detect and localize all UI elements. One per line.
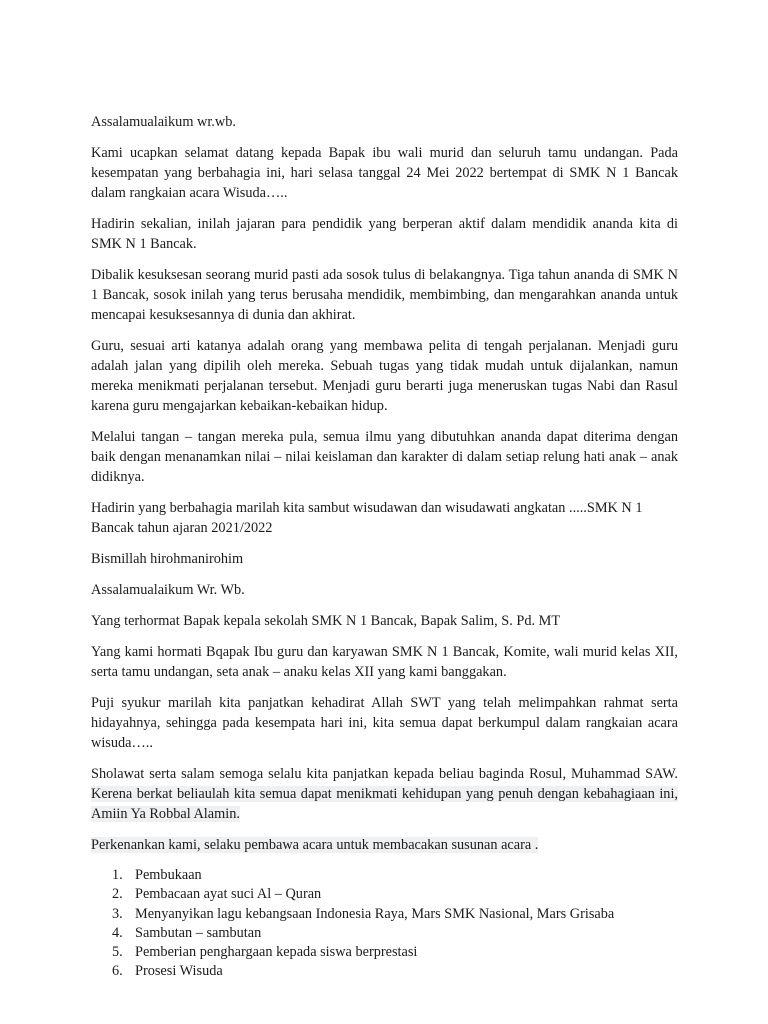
- list-item: [91, 943, 678, 962]
- list-item: [91, 962, 678, 981]
- list-text: Menyanyikan lagu kebangsaan Indonesia Raya, Mars SMK Nasional, Mars Grisaba: [135, 905, 615, 922]
- honored-principal: Yang terhormat Bapak kepala sekolah SMK N 1 Bancak, Bapak Salim, S. Pd. MT: [91, 613, 561, 629]
- list-item: [91, 866, 678, 885]
- list-item: [91, 905, 678, 924]
- values-paragraph: Melalui tangan – tangan mereka pula, semua ilmu yang dibutuhkan ananda dapat diterima dengan baik dengan menanamkan nilai – nilai keislaman dan karakter di dalam setiap relung hati anak – anak didiknya.: [91, 429, 678, 485]
- welcome-paragraph: Kami ucapkan selamat datang kepada Bapak ibu wali murid dan seluruh tamu undangan. Pada kesempatan yang berbahagia ini, hari selasa tanggal 24 Mei 2022 bertempat di SMK N 1 Bancak dalam rangkaian acara Wisuda…..: [91, 145, 678, 201]
- list-number: 6.: [112, 963, 123, 980]
- sholawat-paragraph: [91, 764, 678, 824]
- greeting-opening: Assalamualaikum wr.wb.: [91, 114, 236, 130]
- greeting-second: Assalamualaikum Wr. Wb.: [91, 582, 245, 598]
- sholawat-highlight: Kerena berkat beliaulah kita semua dapat menikmati kehidupan yang penuh dengan kebahagiaan ini, Amiin Ya Robbal Alamin.: [91, 786, 678, 822]
- bismillah: Bismillah hirohmanirohim: [91, 551, 244, 567]
- list-text: Pembacaan ayat suci Al – Quran: [135, 886, 322, 903]
- teacher-meaning-paragraph: Guru, sesuai arti katanya adalah orang yang membawa pelita di tengah perjalanan. Menjadi guru adalah jalan yang dipilih oleh mereka. Sebuah tugas yang tidak mudah untuk dijalankan, namun mereka menikmati perjalanan tersebut. Menjadi guru berarti juga meneruskan tugas Nabi dan Rasul karena guru mengajarkan kebaikan-kebaikan hidup.: [91, 338, 678, 414]
- list-number: 2.: [112, 886, 123, 903]
- sholawat-text: Sholawat serta salam semoga selalu kita panjatkan kepada beliau baginda Rosul, Muhammad SAW.: [91, 766, 678, 782]
- document-page: [91, 112, 678, 982]
- list-text: Pembukaan: [135, 867, 202, 883]
- list-text: Pemberian penghargaan kepada siswa berprestasi: [135, 944, 418, 961]
- agenda-intro: [91, 835, 678, 855]
- list-number: 4.: [112, 924, 123, 941]
- success-paragraph: Dibalik kesuksesan seorang murid pasti ada sosok tulus di belakangnya. Tiga tahun ananda di SMK N 1 Bancak, sosok inilah yang terus berusaha mendidik, membimbing, dan mengarahkan ananda untuk mencapai kesuksesannya di dunia dan akhirat.: [91, 267, 678, 323]
- list-item: [91, 924, 678, 943]
- list-number: 1.: [112, 867, 123, 883]
- list-number: 3.: [112, 905, 123, 922]
- welcome-graduates-paragraph: Hadirin yang berbahagia marilah kita sambut wisudawan dan wisudawati angkatan .....SMK N 1 Bancak tahun ajaran 2021/2022: [91, 500, 643, 536]
- educators-paragraph: Hadirin sekalian, inilah jajaran para pendidik yang berperan aktif dalam mendidik ananda kita di SMK N 1 Bancak.: [91, 216, 678, 252]
- agenda-list: [91, 866, 678, 982]
- list-item: [91, 885, 678, 904]
- list-number: 5.: [112, 944, 123, 961]
- gratitude-paragraph: Puji syukur marilah kita panjatkan kehadirat Allah SWT yang telah melimpahkan rahmat serta hidayahnya, sehingga pada kesempata hari ini, kita semua dapat berkumpul dalam rangkaian acara wisuda…..: [91, 695, 678, 751]
- list-text: Prosesi Wisuda: [135, 963, 223, 980]
- list-text: Sambutan – sambutan: [135, 924, 262, 941]
- honored-guests-paragraph: Yang kami hormati Bqapak Ibu guru dan karyawan SMK N 1 Bancak, Komite, wali murid kelas XII, serta tamu undangan, seta anak – anaku kelas XII yang kami banggakan.: [91, 644, 678, 680]
- agenda-intro-text: Perkenankan kami, selaku pembawa acara untuk membacakan susunan acara .: [91, 837, 539, 853]
